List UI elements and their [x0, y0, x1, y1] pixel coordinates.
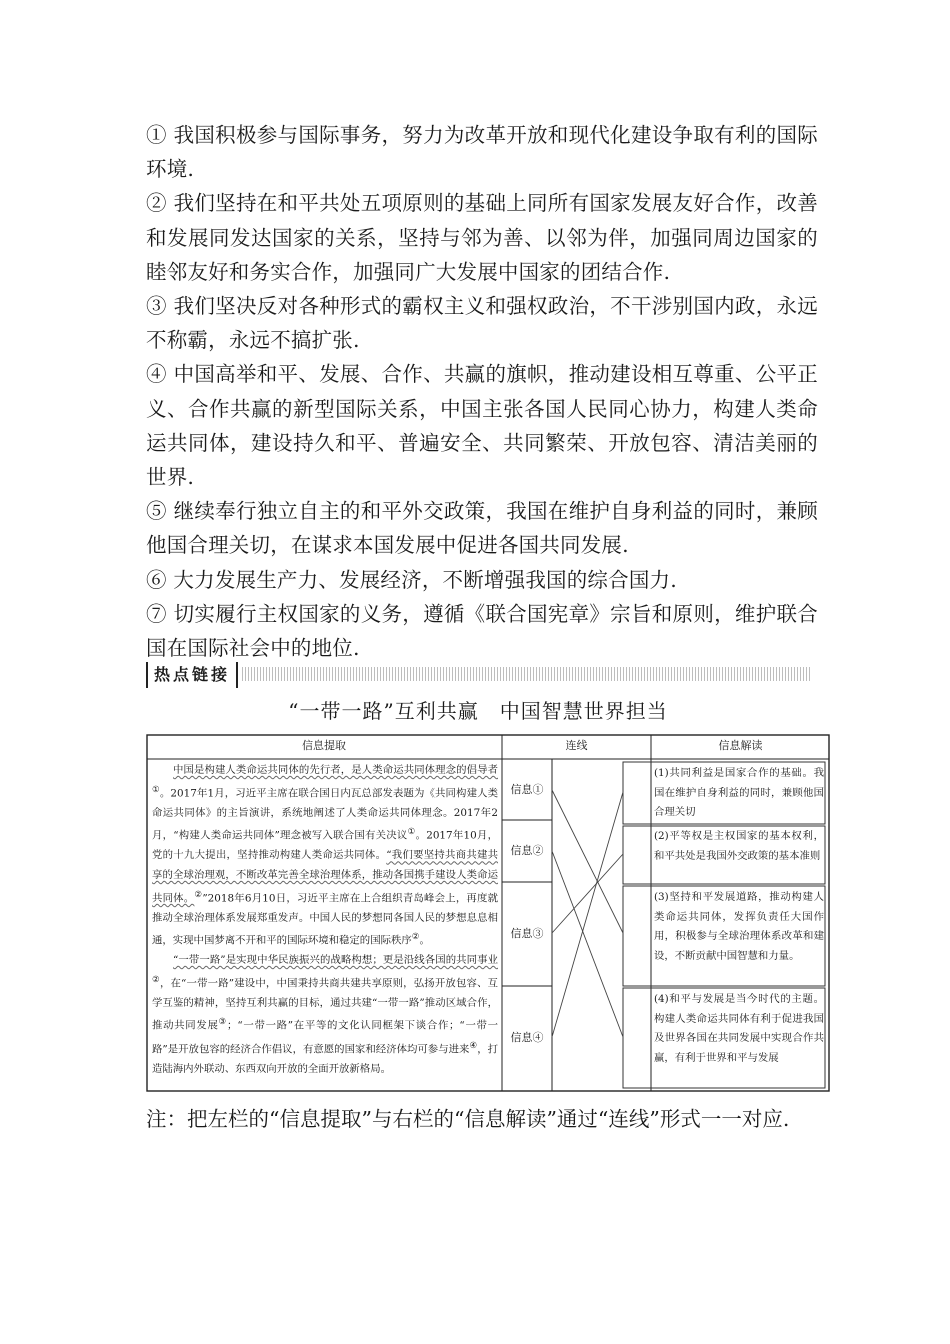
match-line-1 [552, 790, 623, 933]
hot-topic-label: 热点链接 [146, 662, 238, 688]
interpretation-1: (1)共同利益是国家合作的基础。我国在维护自身利益的同时，兼顾他国合理关切 [654, 767, 824, 819]
principle-1: ① 我国积极参与国际事务，努力为改革开放和现代化建设争取有利的国际环境. [146, 123, 818, 182]
interpretation-2: (2)平等权是主权国家的基本权利，和平共处是我国外交政策的基本准则 [654, 830, 824, 862]
principle-4: ④ 中国高举和平、发展、合作、共赢的旗帜，推动建设相互尊重、公平正义、合作共赢的新型国际关系，中国主张各国人民同心协力，构建人类命运共同体，建设持久和平、普遍安全、共同繁荣、开放包容、清洁美丽的世界. [146, 362, 818, 490]
text-p10: ，打造陆海内外联动、东西双向开放的全面开放新格局。 [152, 1043, 499, 1075]
match-line-3 [552, 854, 623, 933]
header-connect: 连线 [565, 739, 588, 752]
info-label-4: 信息④ [510, 1031, 544, 1044]
mark-4: ② [411, 932, 420, 943]
principle-6: ⑥ 大力发展生产力、发展经济，不断增强我国的综合国力. [146, 567, 677, 592]
hot-topic-title: “一带一路”互利共赢 中国智慧世界担当 [288, 699, 668, 723]
info-extract-text [152, 761, 498, 1079]
text-p2: 。2017年1月，习近平主席在联合国日内瓦总部发表题为《共同构建人类命运共同体》的主旨演讲，系统地阐述了人类命运共同体理念。2017年2月，“构建人类命运共同体”理念被写入联合国有关决议 [152, 787, 498, 842]
info-label-3: 信息③ [510, 927, 544, 940]
mark-5: ② [152, 974, 160, 985]
text-p3: 。2017年10月，党的十九大提出，坚持推动构建人类命运共同体。 [152, 829, 498, 862]
mark-6: ③ [218, 1017, 228, 1028]
principle-7: ⑦ 切实履行主权国家的义务，遵循《联合国宪章》宗旨和原则，维护联合国在国际社会中的地位. [146, 601, 818, 661]
principle-2: ② 我们坚持在和平共处五项原则的基础上同所有国家发展友好合作，改善和发展同发达国家的关系，坚持与邻为善、以邻为伴，加强同周边国家的睦邻友好和务实合作，加强同广大发展中国家的团结合作. [146, 191, 818, 284]
text-p5: ”2018年6月10日，习近平主席在上合组织青岛峰会上，再度就推动全球治理体系发展郑重发声。中国人民的梦想同各国人民的梦想息息相通，实现中国梦离不开和平的国际环境和稳定的国际秩序 [152, 891, 498, 947]
interpretation-4: (4)和平与发展是当今时代的主题。构建人类命运共同体有利于促进我国及世界各国在共同发展中实现合作共赢，有利于世界和平与发展 [654, 993, 824, 1064]
match-line-2 [552, 851, 623, 1037]
principles-list [146, 118, 818, 665]
text-p7: “一带一路”是实现中华民族振兴的战略构想；更是沿线各国的共同事业 [173, 954, 498, 967]
match-line-4 [552, 792, 623, 1037]
text-p4: “我们要坚持共商共建共享的全球治理观，不断改革完善全球治理体系，推动各国携手建设人类命运共同体。 [152, 849, 499, 904]
mark-1: ① [152, 784, 160, 795]
mark-3: ② [194, 889, 203, 900]
header-info-extract: 信息提取 [302, 739, 346, 752]
hot-topic-stripe [242, 667, 810, 681]
note-text: 注：把左栏的“信息提取”与右栏的“信息解读”通过“连线”形式一一对应. [146, 1107, 790, 1131]
text-p1: 中国是构建人类命运共同体的先行者，是人类命运共同体理念的倡导者 [173, 764, 498, 776]
info-label-1: 信息① [510, 783, 544, 796]
hot-topic-bar [146, 662, 810, 688]
matching-table [146, 734, 830, 1092]
mark-2: ① [407, 827, 416, 838]
mark-7: ④ [469, 1040, 478, 1051]
principle-3: ③ 我们坚决反对各种形式的霸权主义和强权政治，不干涉别国内政，永远不称霸，永远不搞扩张. [146, 294, 818, 353]
text-p8: ，在“一带一路”建设中，中国秉持共商共建共享原则，弘扬开放包容、互学互鉴的精神，坚持互利共赢的目标，通过共建“一带一路”推动区域合作，推动共同发展 [152, 977, 499, 1032]
principle-5: ⑤ 继续奉行独立自主的和平外交政策，我国在维护自身利益的同时，兼顾他国合理关切，在谋求本国发展中促进各国共同发展. [146, 499, 818, 558]
info-label-2: 信息② [510, 844, 544, 857]
text-p9: ；“一带一路”在平等的文化认同框架下谈合作；“一带一路”是开放包容的经济合作倡议，有意愿的国家和经济体均可参与进来 [152, 1019, 499, 1055]
text-p6: 。 [419, 934, 430, 947]
header-interpretation: 信息解读 [718, 739, 763, 752]
interpretation-3: (3)坚持和平发展道路，推动构建人类命运共同体，发挥负责任大国作用，积极参与全球治理体系改革和建设，不断贡献中国智慧和力量。 [654, 891, 824, 962]
